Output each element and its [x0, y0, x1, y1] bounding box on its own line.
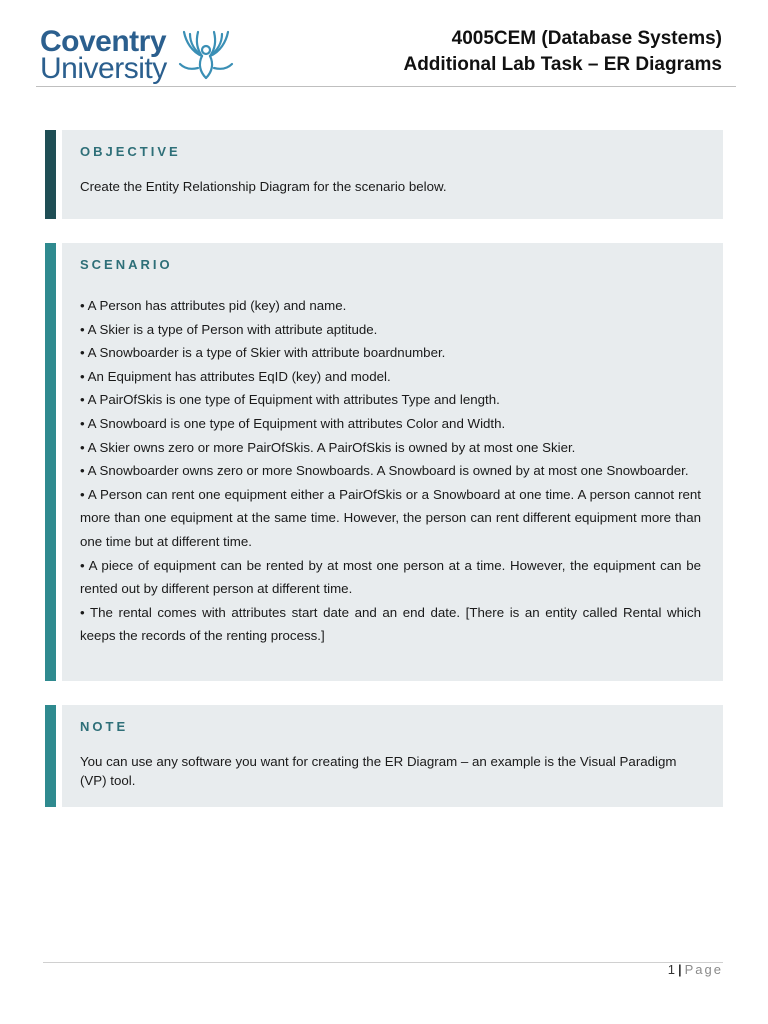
list-item: • A Snowboard is one type of Equipment with attributes Color and Width.: [80, 415, 506, 431]
task-title: Additional Lab Task – ER Diagrams: [403, 54, 722, 75]
page-number-value: 1: [667, 962, 675, 977]
page-separator: |: [677, 962, 682, 977]
section-accent-bar: [45, 243, 56, 681]
scenario-section: [45, 243, 723, 681]
list-item: • A Person has attributes pid (key) and name.: [80, 298, 347, 313]
coventry-university-logo: [40, 25, 240, 85]
list-item: • A Snowboarder owns zero or more Snowboards. A Snowboard is owned by at most one Snowboarder.: [80, 463, 689, 479]
list-item: • A PairOfSkis is one type of Equipment with attributes Type and length.: [80, 392, 500, 408]
list-item: • A Person can rent one equipment either a PairOfSkis or a Snowboard at one time. A person cannot rent more than one equipment at the same time. However, the person can rent different equipment more than one time but at different time.: [80, 486, 701, 549]
objective-text: Create the Entity Relationship Diagram for the scenario below.: [80, 179, 447, 194]
note-text: You can use any software you want for creating the ER Diagram – an example is the Visual Paradigm (VP) tool.: [80, 754, 677, 788]
course-code: 4005CEM (Database Systems): [451, 28, 722, 49]
logo-line1: Coventry: [40, 25, 167, 58]
document-title: [403, 26, 722, 78]
scenario-list: [80, 294, 701, 648]
objective-section: [45, 130, 723, 219]
note-section: [45, 705, 723, 807]
phoenix-icon: [178, 28, 234, 82]
list-item: • An Equipment has attributes EqID (key) and model.: [80, 368, 391, 384]
logo-text: [40, 25, 167, 85]
scenario-heading: SCENARIO: [80, 257, 173, 272]
logo-line2: University: [40, 52, 167, 85]
page-header: [36, 22, 736, 87]
objective-heading: OBJECTIVE: [80, 144, 181, 159]
list-item: • A Skier is a type of Person with attribute aptitude.: [80, 321, 378, 337]
list-item: • A piece of equipment can be rented by at most one person at a time. However, the equipment can be rented out by different person at different time.: [80, 557, 701, 597]
footer-divider: [43, 962, 723, 963]
list-item: • The rental comes with attributes start date and an end date. [There is an entity called Rental which keeps the records of the renting process.]: [80, 604, 701, 644]
page-label: Page: [684, 962, 723, 977]
section-accent-bar: [45, 705, 56, 807]
page-number: [668, 962, 723, 977]
section-accent-bar: [45, 130, 56, 219]
list-item: • A Skier owns zero or more PairOfSkis. A PairOfSkis is owned by at most one Skier.: [80, 439, 576, 455]
list-item: • A Snowboarder is a type of Skier with attribute boardnumber.: [80, 345, 446, 361]
note-heading: NOTE: [80, 719, 129, 734]
